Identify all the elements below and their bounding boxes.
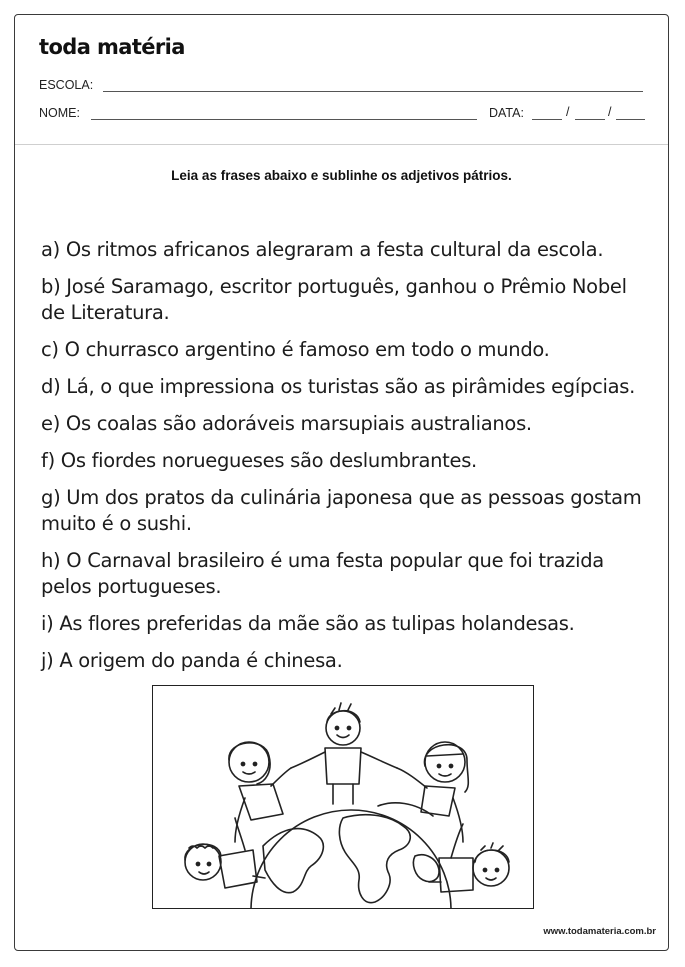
brand-logo: toda matéria (39, 35, 185, 59)
date-separator: / (608, 105, 612, 119)
website-url: www.todamateria.com.br (543, 926, 656, 937)
sentence-a: a) Os ritmos africanos alegraram a festa cultural da escola. (41, 238, 604, 261)
date-day-field[interactable] (532, 119, 562, 120)
sentence-g: g) Um dos pratos da culinária japonesa que as pessoas gostam muito é o sushi. (41, 486, 642, 535)
sentence-f: f) Os fiordes noruegueses são deslumbrantes. (41, 449, 477, 472)
globe-continent-africa (339, 815, 410, 903)
date-separator: / (566, 105, 570, 119)
child-top-head (326, 711, 360, 745)
child-top-shirt (325, 748, 361, 784)
sentence-e: e) Os coalas são adoráveis marsupiais australianos. (41, 412, 532, 435)
child-left-arms (235, 768, 291, 842)
sentence-j: j) A origem do panda é chinesa. (41, 649, 343, 672)
instruction-text: Leia as frases abaixo e sublinhe os adjetivos pátrios. (171, 168, 512, 183)
worksheet-page (14, 14, 669, 951)
name-label: NOME: (39, 106, 80, 120)
globe-continent-australia (413, 855, 439, 882)
child-bottom-left-shirt (219, 850, 257, 888)
sentence-c: c) O churrasco argentino é famoso em todo o mundo. (41, 338, 550, 361)
header-divider (15, 144, 668, 145)
sentence-d: d) Lá, o que impressiona os turistas são as pirâmides egípcias. (41, 375, 636, 398)
name-field[interactable] (91, 119, 477, 120)
sentence-i: i) As flores preferidas da mãe são as tulipas holandesas. (41, 612, 575, 635)
globe-continent-asia (378, 803, 433, 816)
child-top-arms (291, 752, 397, 768)
date-label: DATA: (489, 106, 524, 120)
child-bottom-right-hair (475, 843, 509, 862)
date-year-field[interactable] (616, 119, 645, 120)
child-right-arms (397, 768, 463, 842)
children-around-globe-illustration (152, 685, 534, 909)
child-top-hair (327, 703, 360, 722)
sentence-list (41, 237, 651, 685)
school-label: ESCOLA: (39, 78, 94, 92)
sentence-h: h) O Carnaval brasileiro é uma festa popular que foi trazida pelos portugueses. (41, 549, 604, 598)
sentence-b: b) José Saramago, escritor português, ganhou o Prêmio Nobel de Literatura. (41, 275, 627, 324)
date-month-field[interactable] (575, 119, 605, 120)
child-left-dress (239, 784, 283, 820)
globe-continent-americas (263, 829, 323, 893)
child-bottom-left-hair (185, 844, 221, 860)
school-field[interactable] (103, 91, 643, 92)
globe-children-drawing (153, 686, 534, 909)
